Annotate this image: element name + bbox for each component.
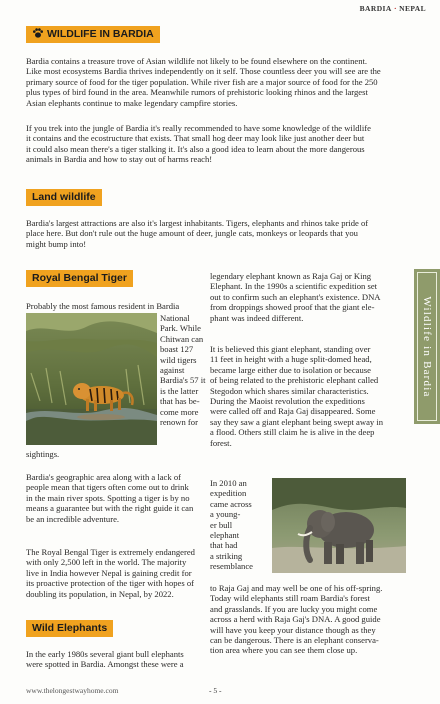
page-number: - 5 - — [209, 686, 222, 695]
elephant-wrap-text — [210, 478, 270, 572]
text-line: say they saw a giant elephant being swept away in — [210, 416, 384, 427]
running-head: BARDIA · NEPAL — [359, 4, 426, 13]
text-line: in the main river spots. Spotting a tiger is by no — [26, 492, 190, 503]
text-line: it contains and the ecostructure that exists. That small hog deer may look like just another deer but — [26, 133, 365, 144]
text-line: Bardia's 57 it — [160, 375, 206, 386]
text-line: a striking — [210, 550, 243, 561]
text-line: Like most ecosystems Bardia thrives independently on it self. Those countless deer you will see are the — [26, 66, 381, 77]
text-line: renown for — [160, 417, 198, 428]
text-line: out to confirm such an elephant's existence. DNA — [210, 291, 381, 302]
intro-paragraph — [26, 56, 422, 108]
text-line: a flood. Others still claim he is alive in the deep — [210, 427, 375, 438]
text-line: be an incredible adventure. — [26, 513, 120, 524]
intro-paragraph-2 — [26, 123, 422, 165]
tiger-paragraph-3 — [26, 547, 208, 599]
text-line: 11 feet in height with a huge split-domed head, — [210, 354, 372, 365]
section-heading-wildlife: WILDLIFE IN BARDIA — [26, 26, 160, 43]
text-line: Stegodon which shares similar characteristics. — [210, 385, 369, 396]
text-line: legendary elephant known as Raja Gaj or King — [210, 271, 372, 281]
text-line: became large either due to isolation or because — [210, 364, 371, 375]
text-line: across a herd with Raja Gaj's DNA. A good guide — [210, 614, 381, 625]
text-line: In the early 1980s several giant bull elephants — [26, 649, 184, 659]
text-line: elephant — [210, 530, 240, 541]
text-line: Park. While — [160, 323, 201, 334]
paw-icon — [32, 27, 44, 39]
text-line: live in India however Nepal is gaining credit for — [26, 567, 192, 578]
text-line: plus types of bird found in the area. Meanwhile rumors of prehistoric looking rhinos and the largest — [26, 87, 368, 98]
text-line: Bardia contains a treasure trove of Asian wildlife not likely to be found elsewhere on the continent. — [26, 56, 368, 66]
text-line: If you trek into the jungle of Bardia it's really recommended to have some knowledge of the wildlife — [26, 123, 371, 133]
text-line: its proactive protection of the tiger with hopes of — [26, 578, 195, 589]
text-line: boast 127 — [160, 344, 194, 355]
text-line: phant was indeed different. — [210, 312, 304, 323]
land-wildlife-paragraph — [26, 218, 422, 249]
text-line: that had — [210, 540, 238, 551]
text-line: It is believed this giant elephant, standing over — [210, 344, 371, 354]
text-line: of being related to the prehistoric elephant called — [210, 375, 379, 386]
text-line: is the latter — [160, 385, 199, 396]
text-line: National — [160, 313, 190, 323]
giant-elephant-paragraph — [210, 344, 406, 448]
text-line: come more — [160, 406, 199, 417]
elephant-photo — [272, 478, 406, 573]
text-line: Chitwan can — [160, 333, 204, 344]
raja-gaj-paragraph — [210, 271, 406, 323]
text-line: Bardia's geographic area along with a lack of — [26, 472, 181, 482]
elephants-paragraph — [26, 649, 208, 670]
text-line: doubling its population, in Nepal, by 2022. — [26, 588, 174, 599]
text-line: and grasslands. If you are lucky you might come — [210, 603, 378, 614]
text-line: that has be- — [160, 396, 200, 407]
text-line: wild tigers — [160, 354, 197, 365]
text-line: Asian elephants continue to make legendary campfire stories. — [26, 97, 238, 108]
text-line: Elephant. In the 1990s a scientific expedition set — [210, 281, 378, 292]
text-line: against — [160, 365, 185, 376]
text-line: people mean that tigers often come out to drink — [26, 482, 189, 493]
text-line: a young- — [210, 509, 241, 520]
text-line: will have you keep your distance though as they — [210, 624, 376, 635]
text-line: were called off and Raja Gaj disappeared. Some — [210, 406, 376, 417]
text-line: forest. — [210, 437, 232, 448]
section-heading-tiger: Royal Bengal Tiger — [26, 270, 133, 287]
tiger-paragraph-2 — [26, 472, 208, 524]
footer-url: www.thelongestwayhome.com — [26, 686, 119, 695]
text-line: primary source of food for the tiger population. While river fish are a major source of food for the 250 — [26, 76, 378, 87]
text-line: Today wild elephants still roam Bardia's forest — [210, 593, 370, 604]
text-line: expedition — [210, 488, 247, 499]
text-line: place here. But don't rule out the huge amount of deer, jungle cats, monkeys or leopards that you — [26, 228, 358, 239]
text-line: animals in Bardia and how to stay out of harms reach! — [26, 154, 213, 165]
text-line: Bardia's largest attractions are also it's largest inhabitants. Tigers, elephants and rhinos take pride of — [26, 218, 369, 228]
chapter-side-tab: Wildlife in Bardia — [414, 269, 440, 424]
tiger-wrap-text — [160, 313, 208, 427]
section-heading-elephants: Wild Elephants — [26, 620, 113, 637]
text-line: tion area where you can see them close up. — [210, 645, 358, 656]
text-line: came across — [210, 498, 252, 509]
text-line: In 2010 an — [210, 478, 247, 488]
elephant-paragraph-3 — [210, 583, 406, 656]
text-line: to Raja Gaj and may well be one of his off-spring. — [210, 583, 383, 593]
text-line: can be dangerous. There is an elephant conserva- — [210, 635, 379, 646]
text-line: might bump into! — [26, 238, 87, 249]
tiger-photo — [26, 313, 157, 445]
tiger-intro: Probably the most famous resident in Bardia — [26, 301, 180, 311]
text-line: with only 2,500 left in the world. The majority — [26, 557, 187, 568]
text-line: it could also mean there's a tiger stalking it. It's also a good idea to learn about the more dangerous — [26, 143, 365, 154]
text-line: from droppings showed proof that the giant ele- — [210, 302, 375, 313]
text-line: During the Maoist revolution the expeditions — [210, 396, 365, 407]
text-line: were spotted in Bardia. Amongst these were a — [26, 659, 184, 670]
text-line: er bull — [210, 519, 233, 530]
tiger-wrap-end: sightings. — [26, 449, 60, 459]
text-line: resemblance — [210, 561, 253, 572]
text-line: means a guarantee but with the right guide it can — [26, 503, 194, 514]
text-line: The Royal Bengal Tiger is extremely endangered — [26, 547, 195, 557]
section-heading-land-wildlife: Land wildlife — [26, 189, 102, 206]
